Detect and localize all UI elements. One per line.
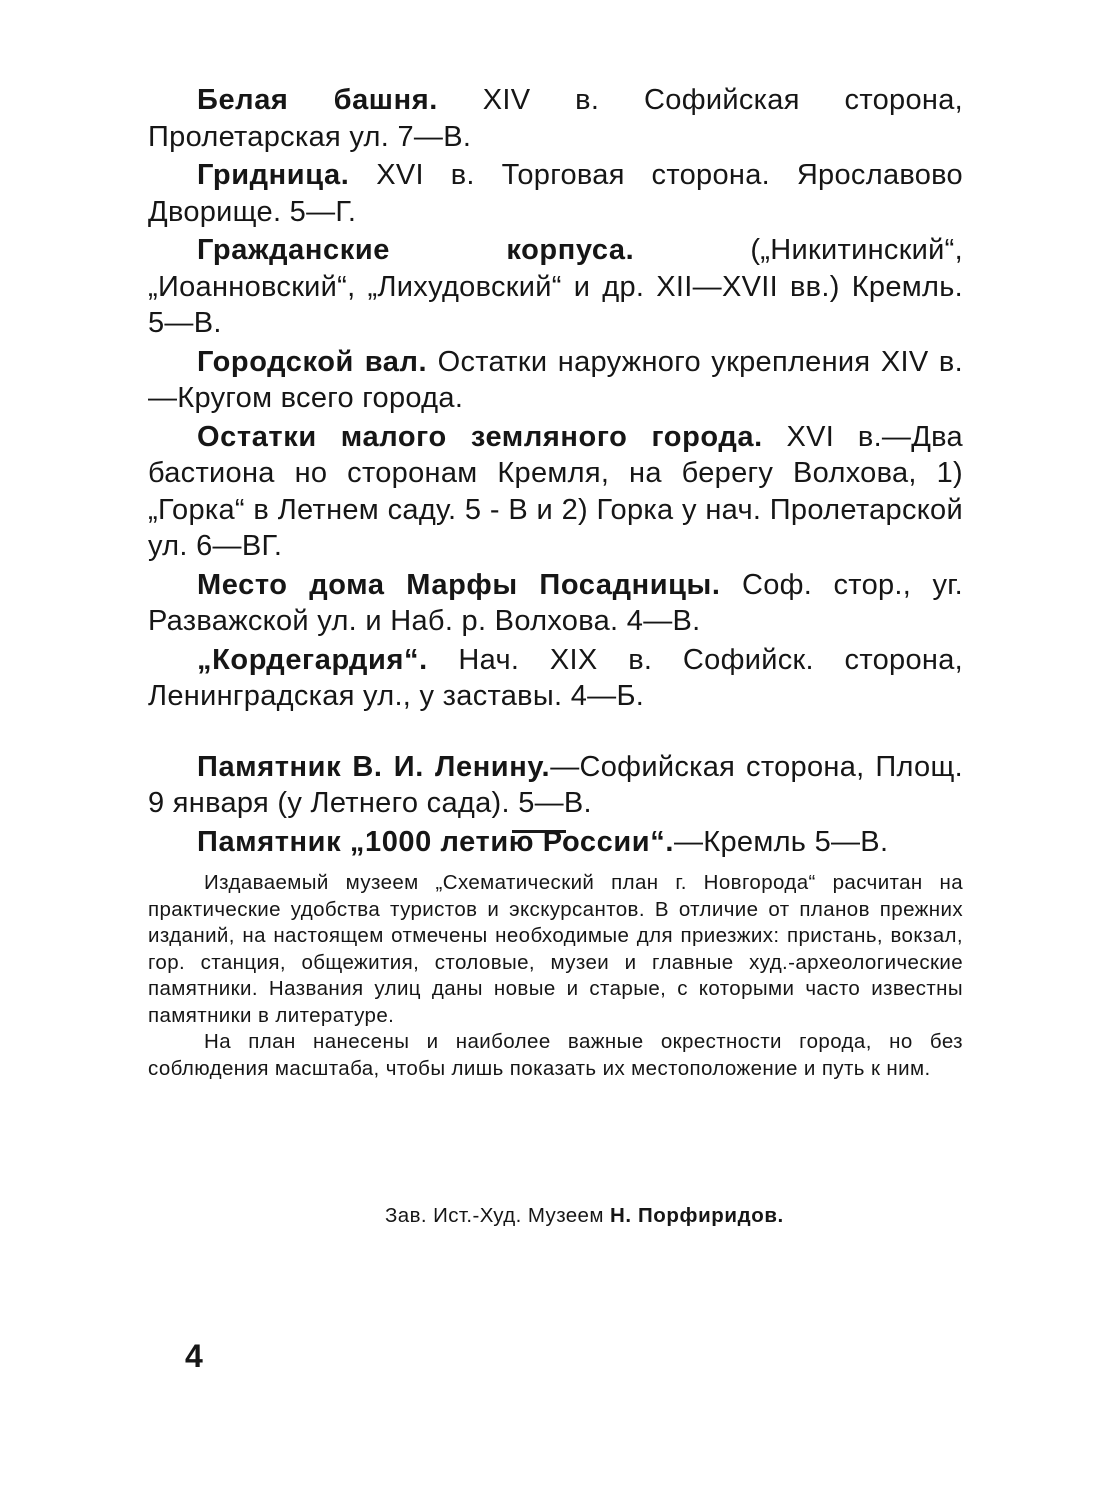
entry-name: Белая башня.: [197, 84, 438, 116]
entry-name: Городской вал.: [197, 345, 428, 378]
section-divider: [512, 830, 566, 833]
entry-text: —Софийская сторона, Площ. 9 января (у Летнего сада). 5—В.: [148, 750, 964, 819]
entry-city-rampart: [148, 344, 963, 417]
entry-lenin-monument: [148, 749, 963, 822]
note-paragraph: На план нанесены и наиболее важные окрестности города, но без соблюдения масштаба, чтобы лишь показать их местоположение и путь к ним.: [148, 1030, 963, 1080]
monument-entries: [148, 82, 963, 862]
entry-name: Гражданские корпуса.: [197, 234, 635, 266]
entry-name: Место дома Марфы Посадницы.: [197, 568, 721, 601]
entry-civil-buildings: [148, 232, 963, 342]
entry-text: Нач. XIX в. Софийск. сторона, Ленинградская ул., у заставы. 4—Б.: [148, 643, 963, 712]
entry-white-tower: [148, 82, 963, 155]
signature-name: Н. Порфиридов.: [609, 1204, 784, 1227]
page-number: 4: [185, 1338, 203, 1374]
signature-title: Зав. Ист.-Худ. Музеем: [385, 1204, 604, 1227]
entry-name: „Кордегардия“.: [197, 643, 428, 676]
publisher-note: [148, 870, 963, 1082]
entry-gridnitsa: [148, 157, 963, 230]
entry-name: Остатки малого земляного города.: [197, 420, 763, 453]
entry-marfa-house-site: [148, 567, 963, 640]
entry-name: Памятник В. И. Ленину.: [197, 750, 551, 783]
entry-earthen-city-remains: [148, 419, 963, 565]
entry-text: XVI в.—Два бастиона но сторонам Кремля, на берегу Волхова, 1) „Горка“ в Летнем саду. 5 - В и 2) Горка у нач. Пролетарской ул. 6—ВГ.: [148, 420, 963, 562]
entry-text: Соф. стор., уг. Разважской ул. и Наб. р. Волхова. 4—В.: [148, 568, 963, 637]
entry-text: XIV в. Софийская сторона, Пролетарская ул. 7—В.: [148, 84, 963, 153]
entry-name: Памятник „1000 летию России“.: [197, 825, 674, 858]
entry-name: Гридница.: [197, 159, 350, 191]
signature: [385, 1204, 784, 1228]
entry-text: XVI в. Торговая сторона. Ярославово Дворище. 5—Г.: [148, 159, 963, 228]
note-paragraph: Издаваемый музеем „Схематический план г. Новгорода“ расчитан на практические удобства туристов и экскурсантов. В отличие от планов прежних изданий, на настоящем отмечены необходимые для приезжих: пристань, вокзал, гор. станция, общежития, столовые, музеи и главные худ.-археологические памятники. Названия улиц даны новые и старые, с которыми часто известны памятники в литературе.: [148, 871, 963, 1027]
entry-text: Остатки наружного укрепления XIV в.—Кругом всего города.: [148, 345, 963, 414]
entry-kordegardia: [148, 642, 963, 715]
entry-text: („Никитинский“, „Иоанновский“, „Лихудовский“ и др. XII—XVII вв.) Кремль. 5—В.: [148, 234, 963, 339]
entry-text: —Кремль 5—В.: [674, 825, 889, 858]
entry-millennium-monument: [148, 824, 963, 861]
